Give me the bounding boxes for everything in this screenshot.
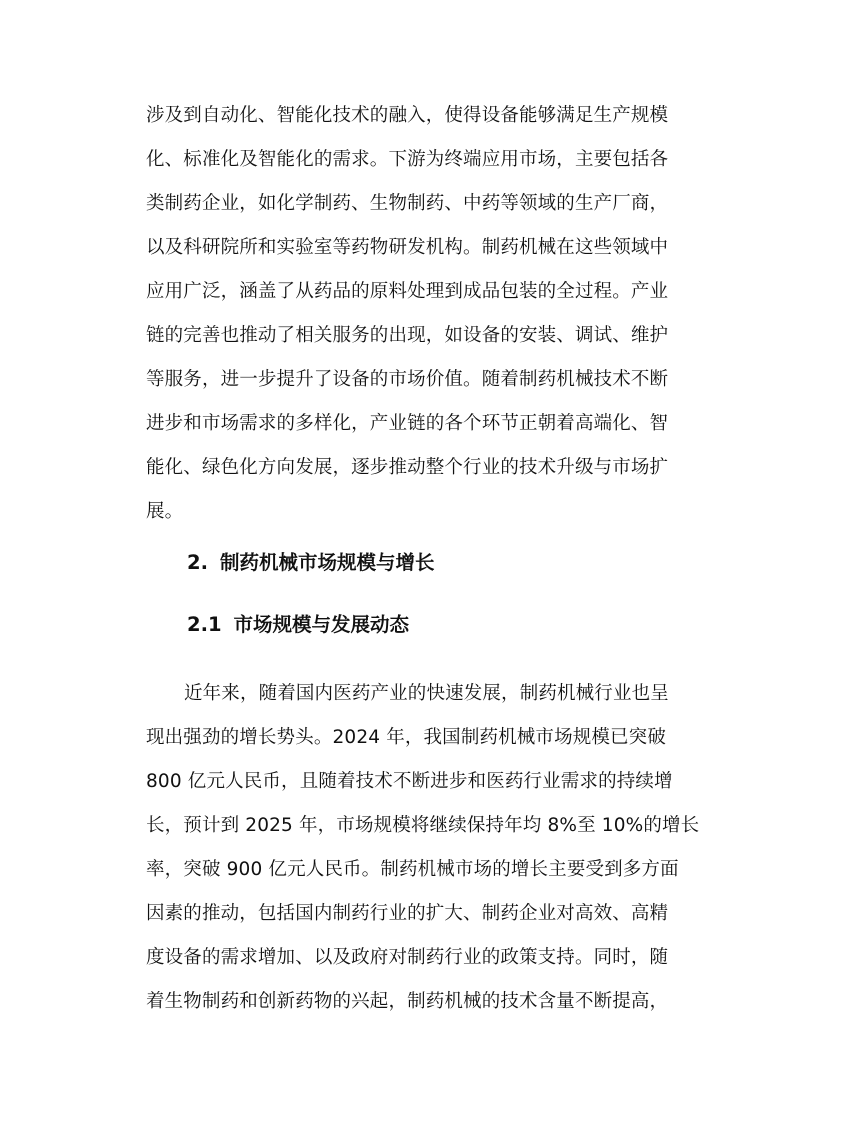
paragraph-line: 近年来，随着国内医药产业的快速发展，制药机械行业也呈 [184, 683, 669, 704]
paragraph-line: 以及科研院所和实验室等药物研发机构。制药机械在这些领域中 [146, 237, 669, 258]
subsection-number: 2.1 [187, 613, 222, 636]
paragraph-line: 涉及到自动化、智能化技术的融入，使得设备能够满足生产规模 [146, 105, 669, 126]
paragraph-line: 度设备的需求增加、以及政府对制药行业的政策支持。同时，随 [146, 947, 669, 968]
subsection-heading [187, 612, 409, 638]
paragraph-line: 链的完善也推动了相关服务的出现，如设备的安装、调试、维护 [146, 325, 669, 346]
subsection-title: 市场规模与发展动态 [233, 613, 410, 636]
section-title: 制药机械市场规模与增长 [219, 551, 435, 574]
paragraph-line: 化、标准化及智能化的需求。下游为终端应用市场，主要包括各 [146, 149, 669, 170]
paragraph-line: 展。 [146, 501, 184, 522]
paragraph-line: 800 亿元人民币，且随着技术不断进步和医药行业需求的持续增 [146, 771, 673, 792]
paragraph-line: 率，突破 900 亿元人民币。制药机械市场的增长主要受到多方面 [146, 859, 679, 880]
paragraph-line: 等服务，进一步提升了设备的市场价值。随着制药机械技术不断 [146, 369, 669, 390]
paragraph-line: 类制药企业，如化学制药、生物制药、中药等领域的生产厂商， [146, 193, 669, 214]
paragraph-line: 长，预计到 2025 年，市场规模将继续保持年均 8%至 10%的增长 [146, 815, 700, 836]
paragraph-line: 着生物制药和创新药物的兴起，制药机械的技术含量不断提高， [146, 991, 669, 1012]
paragraph-line: 因素的推动，包括国内制药行业的扩大、制药企业对高效、高精 [146, 903, 669, 924]
paragraph-line: 进步和市场需求的多样化，产业链的各个环节正朝着高端化、智 [146, 413, 669, 434]
section-number: 2. [187, 551, 208, 574]
paragraph-line: 现出强劲的增长势头。2024 年，我国制药机械市场规模已突破 [146, 727, 666, 748]
paragraph-line: 应用广泛，涵盖了从药品的原料处理到成品包装的全过程。产业 [146, 281, 669, 302]
section-heading [187, 550, 435, 576]
paragraph-line: 能化、绿色化方向发展，逐步推动整个行业的技术升级与市场扩 [146, 457, 669, 478]
